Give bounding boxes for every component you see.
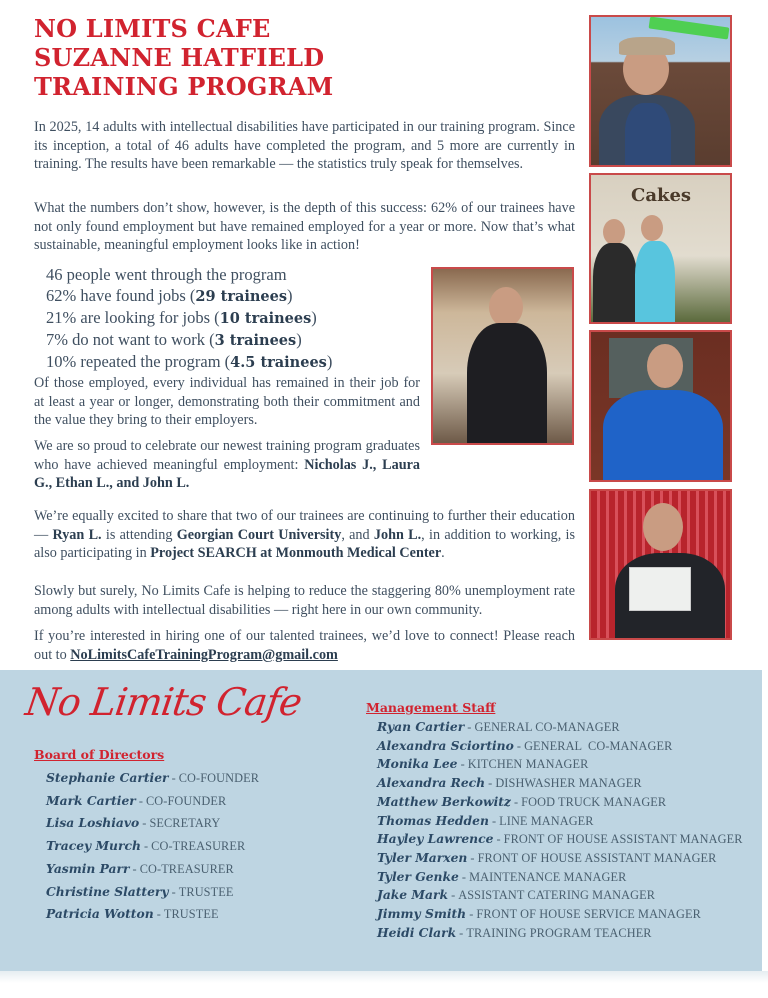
staff-member: Tyler Marxen - FRONT OF HOUSE ASSISTANT MANAGER (377, 849, 717, 865)
photo-trainee-ymca (589, 330, 732, 482)
staff-member: Matthew Berkowitz - FOOD TRUCK MANAGER (377, 793, 667, 809)
staff-member: Thomas Hedden - LINE MANAGER (377, 812, 594, 828)
staff-member: Ryan Cartier - GENERAL CO-MANAGER (377, 719, 620, 734)
board-member: Lisa Loshiavo - SECRETARY (46, 815, 221, 831)
graduates-paragraph: We are so proud to celebrate our newest training program graduates who have achieved meaningful employment: Nicholas J., Laura G., Ethan L., and John L. (34, 438, 420, 492)
management-heading: Management Staff (366, 700, 496, 715)
staff-member: Monika Lee - KITCHEN MANAGER (377, 756, 589, 772)
certificate (629, 567, 691, 611)
board-heading: Board of Directors (34, 747, 165, 762)
board-member: Stephanie Cartier - CO-FOUNDER (46, 770, 260, 785)
cupcake-sign-text: Cakes (631, 185, 692, 206)
staff-member: Alexandra Rech - DISHWASHER MANAGER (377, 775, 642, 791)
board-member: Yasmin Parr - CO-TREASURER (46, 860, 234, 876)
photo-cups-cakes (589, 173, 732, 324)
photo-trainee-cap (589, 15, 732, 167)
stat-item: 10% repeated the program (4.5 trainees) (46, 352, 333, 371)
board-member: Christine Slattery - TRUSTEE (46, 883, 234, 899)
intro-paragraph: In 2025, 14 adults with intellectual disabilities have participated in our training program. Since its inception, a total of 46 adults have completed the program, and 5 more are currently in training. The results have been remarkable — the statistics truly speak for themselves. (34, 119, 575, 173)
photo-trainee-certificate (589, 489, 732, 640)
education-paragraph: We’re equally excited to share that two of our trainees are continuing to further their education — Ryan L. is attending Georgian Court University, and John L., in addition to working, is also participating in Project SEARCH at Monmouth Medical Center. (34, 508, 575, 562)
board-member: Mark Cartier - CO-FOUNDER (46, 792, 227, 808)
management-list (377, 718, 743, 942)
staff-member: Heidi Clark - TRAINING PROGRAM TEACHER (377, 924, 652, 940)
contact-email-link[interactable]: NoLimitsCafeTrainingProgram@gmail.com (70, 646, 338, 663)
staff-member: Alexandra Sciortino - GENERAL CO-MANAGER (377, 737, 673, 753)
stat-item: 62% have found jobs (29 trainees) (46, 286, 293, 305)
board-member: Patricia Wotton - TRUSTEE (46, 906, 219, 922)
board-member: Tracey Murch - CO-TREASURER (46, 838, 246, 854)
page-title (34, 14, 333, 101)
stat-item: 46 people went through the program (46, 265, 287, 284)
stat-item: 21% are looking for jobs (10 trainees) (46, 308, 317, 327)
unemployment-paragraph: Slowly but surely, No Limits Cafe is helping to reduce the staggering 80% unemployment rate among adults with intellectual disabilities — right here in our own community. (34, 583, 575, 618)
staff-member: Jake Mark - ASSISTANT CATERING MANAGER (377, 887, 656, 903)
stats-list (46, 264, 332, 373)
no-limits-cafe-logo: No Limits Cafe (22, 680, 305, 724)
stat-item: 7% do not want to work (3 trainees) (46, 330, 302, 349)
board-list (46, 767, 259, 926)
success-paragraph: What the numbers don’t show, however, is the depth of this success: 62% of our trainees have not only found employment but have remained employed for a year or more. Now that’s what sustainable, meaningful employment looks like in action! (34, 200, 575, 254)
green-sign (649, 16, 730, 39)
title-line: TRAINING PROGRAM (34, 72, 334, 101)
staff-member: Jimmy Smith - FRONT OF HOUSE SERVICE MANAGER (377, 906, 701, 922)
staff-member: Tyler Genke - MAINTENANCE MANAGER (377, 868, 627, 884)
employed-paragraph: Of those employed, every individual has remained in their job for at least a year or longer, demonstrating both their commitment and the value they bring to their employers. (34, 375, 420, 429)
title-line: NO LIMITS CAFE (34, 14, 271, 43)
photo-trainee-balcony (431, 267, 574, 445)
graduates-names: Nicholas J., Laura G., Ethan L., and John L. (34, 456, 420, 492)
title-line: SUZANNE HATFIELD (34, 43, 325, 72)
contact-paragraph: If you’re interested in hiring one of our talented trainees, we’d love to connect! Please reach out to NoLimitsCafeTrainingProgram@gmail.com (34, 628, 575, 663)
staff-member: Hayley Lawrence - FRONT OF HOUSE ASSISTANT MANAGER (377, 831, 743, 847)
